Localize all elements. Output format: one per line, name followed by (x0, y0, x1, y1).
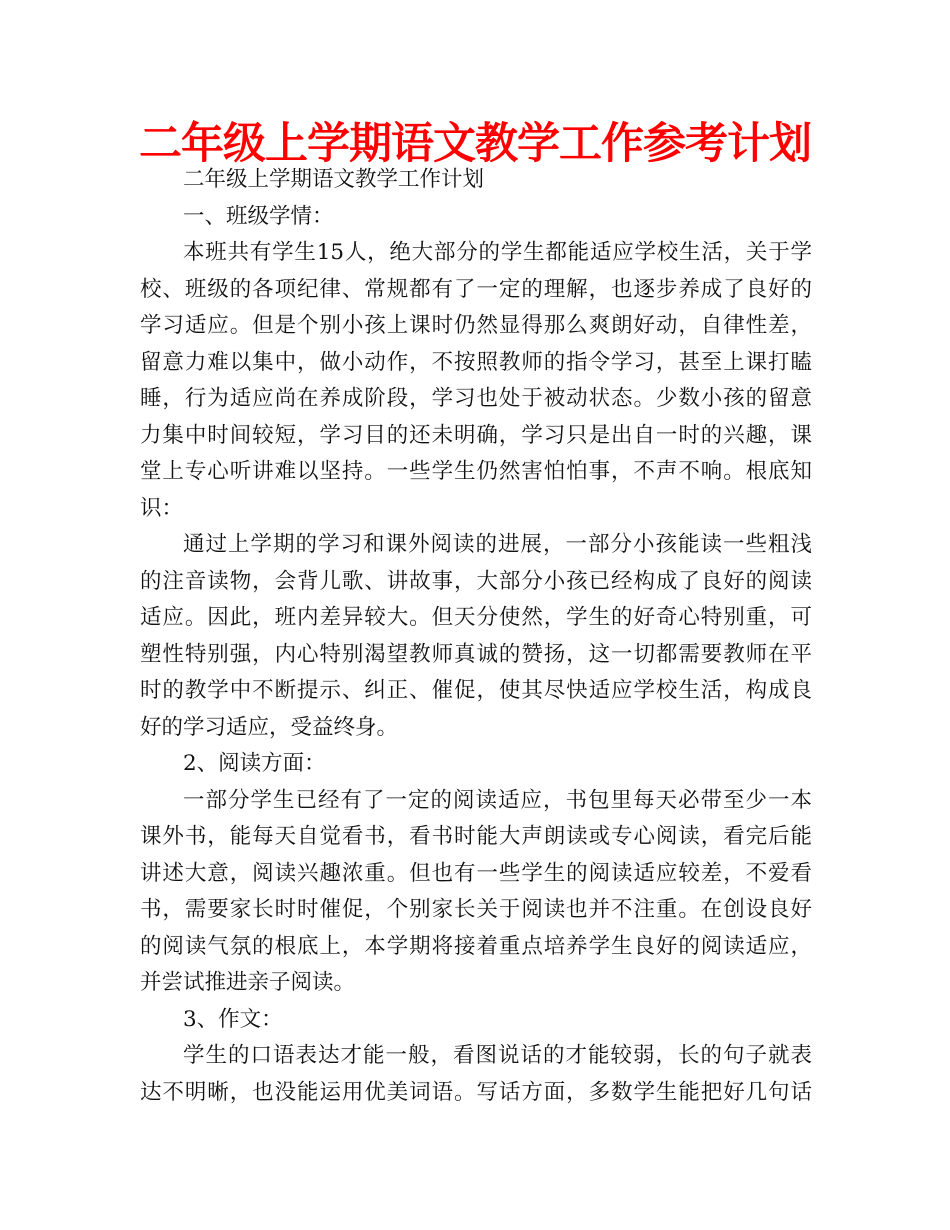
text-line: 本班共有学生15人，绝大部分的学生都能适应学校生活，关于学 (183, 240, 812, 265)
text-line: 通过上学期的学习和课外阅读的进展，一部分小孩能读一些粗浅 (183, 532, 812, 557)
text-line: 塑性特别强，内心特别渴望教师真诚的赞扬，这一切都需要教师在平 (140, 641, 812, 667)
text-line: 讲述大意，阅读兴趣浓重。但也有一些学生的阅读适应较差，不爱看 (140, 860, 812, 886)
text-line: 书，需要家长时时催促，个别家长关于阅读也并不注重。在创设良好 (140, 897, 812, 922)
text-line: 睡，行为适应尚在养成阶段，学习也处于被动状态。少数小孩的留意 (140, 386, 812, 411)
text-line: 时的教学中不断提示、纠正、催促，使其尽快适应学校生活，构成良 (140, 678, 812, 703)
text-line: 达不明晰，也没能运用优美词语。写话方面，多数学生能把好几句话 (140, 1079, 812, 1105)
text-line: 2、阅读方面： (183, 751, 326, 776)
text-line: 校、班级的各项纪律、常规都有了一定的理解，也逐步养成了良好的 (140, 276, 812, 302)
document-body (140, 162, 812, 1111)
text-line: 堂上专心听讲难以坚持。一些学生仍然害怕怕事，不声不响。根底知 (140, 459, 812, 484)
text-line: 课外书，能每天自觉看书，看书时能大声朗读或专心阅读，看完后能 (140, 824, 812, 849)
text-line: 3、作文： (183, 1006, 283, 1032)
text-line: 并尝试推进亲子阅读。 (140, 970, 356, 995)
text-line: 二年级上学期语文教学工作计划 (183, 167, 485, 192)
text-line: 的阅读气氛的根底上，本学期将接着重点培养学生良好的阅读适应， (140, 933, 812, 959)
text-line: 一部分学生已经有了一定的阅读适应，书包里每天必带至少一本 (183, 787, 812, 813)
text-line: 学生的口语表达才能一般，看图说话的才能较弱，长的句子就表 (183, 1043, 812, 1068)
text-line: 好的学习适应，受益终身。 (140, 714, 399, 740)
document-title: 二年级上学期语文教学工作参考计划 (139, 119, 811, 169)
text-line: 识： (140, 495, 184, 521)
text-line: 留意力难以集中，做小动作，不按照教师的指令学习，甚至上课打瞌 (140, 349, 812, 375)
text-line: 一、班级学情： (183, 203, 334, 229)
text-line: 学习适应。但是个别小孩上课时仍然显得那么爽朗好动，自律性差， (140, 313, 812, 338)
text-line: 的注音读物，会背儿歌、讲故事，大部分小孩已经构成了良好的阅读 (140, 568, 812, 594)
text-line: 力集中时间较短，学习目的还未明确，学习只是出自一时的兴趣，课 (140, 422, 812, 448)
text-line: 适应。因此，班内差异较大。但天分使然，学生的好奇心特别重，可 (140, 605, 812, 630)
